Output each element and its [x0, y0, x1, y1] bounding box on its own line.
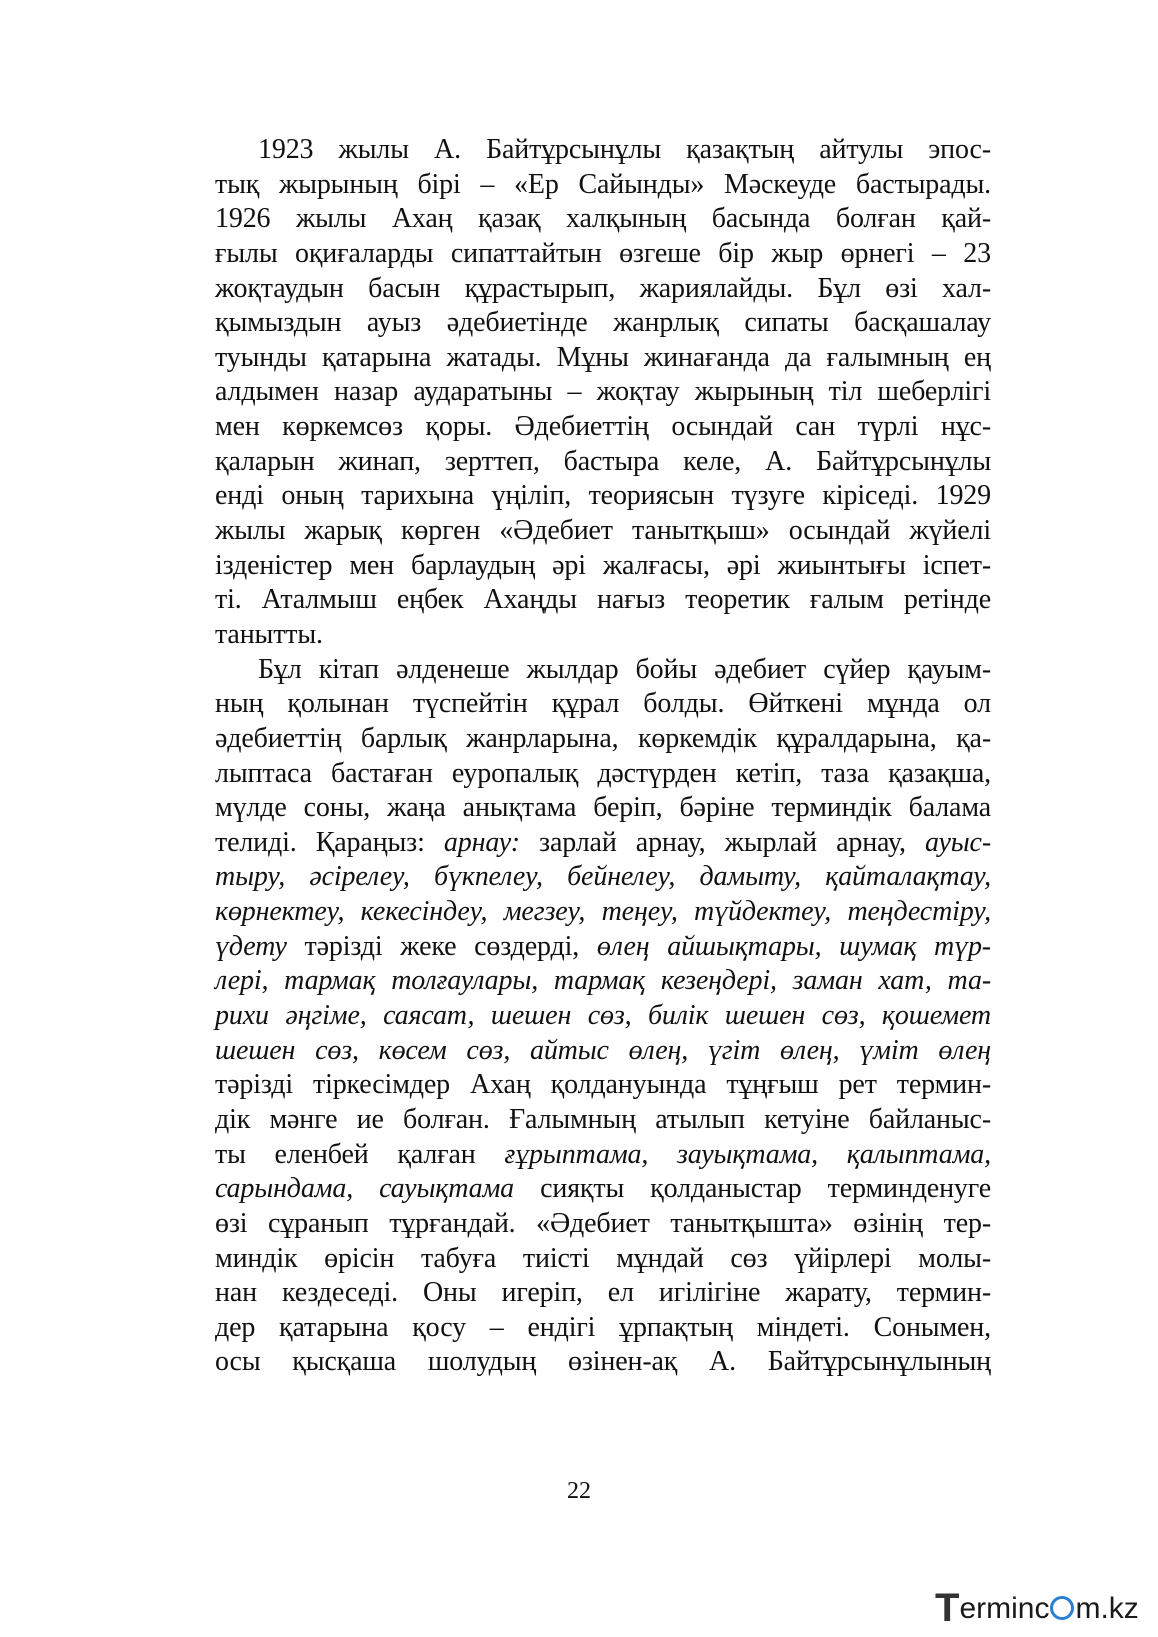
text-line [215, 341, 991, 376]
text-line [215, 514, 991, 549]
text-line [215, 272, 991, 307]
italic-term: көрнектеу, кекесіндеу, мегзеу, теңеу, түйдектеу, теңдестіру, [215, 896, 991, 928]
text-line [215, 168, 991, 203]
text-run: әдебиеттің барлық жанрларына, көркемдік құралдарына, қа- [215, 722, 991, 754]
text-run: лыптаса бастаған еуропалық дәстүрден кетіп, таза қазақша, [215, 757, 991, 789]
site-watermark [935, 1586, 1139, 1630]
text-run: ізденістер мен барлаудың әрі жалғасы, әрі жиынтығы іспет- [215, 549, 991, 581]
italic-term: ғұрыптама, зауықтама, қалыптама, [504, 1138, 991, 1170]
text-run: тық жырының бірі – «Ер Сайынды» Мәскеуде бастырады. [215, 168, 991, 200]
text-line [215, 791, 991, 826]
text-run: тәрізді тіркесімдер Ахаң қолдануында тұңғыш рет термин- [215, 1069, 991, 1101]
italic-term: өлең айшықтары, шумақ түр- [596, 930, 991, 962]
text-run: мүлде соны, жаңа анықтама беріп, бәріне терминдік балама [215, 792, 991, 824]
text-line [215, 826, 991, 861]
text-line [215, 133, 991, 168]
text-run: қаларын жинап, зерттеп, бастыра келе, А. Байтұрсынұлы [215, 445, 991, 477]
italic-term: үдету [215, 930, 287, 962]
text-line [215, 410, 991, 445]
text-line [215, 237, 991, 272]
text-line [215, 479, 991, 514]
text-line [215, 1276, 991, 1311]
text-line [215, 202, 991, 237]
text-line [215, 583, 991, 618]
text-line [215, 1103, 991, 1138]
text-run: қымыздын ауыз әдебиетінде жанрлық сипаты басқашалау [215, 307, 991, 339]
watermark-first-letter: T [935, 1586, 960, 1630]
text-run: зарлай арнау, жырлай арнау, [519, 826, 925, 858]
text-run: танытты. [215, 618, 323, 650]
globe-icon [1050, 1596, 1074, 1620]
text-run: 1926 жылы Ахаң қазақ халқының басында болған қай- [215, 203, 991, 235]
text-run: нан кездеседі. Оны игеріп, ел игілігіне жарату, термин- [215, 1277, 991, 1309]
text-line [215, 445, 991, 480]
text-run: телиді. Қараңыз: [215, 826, 444, 858]
text-line [215, 1068, 991, 1103]
page-number: 22 [567, 1478, 591, 1504]
italic-term: рихи әңгіме, саясат, шешен сөз, билік шешен сөз, қошемет [215, 1000, 991, 1032]
text-line [215, 964, 991, 999]
text-run: ты еленбей қалған [215, 1138, 505, 1170]
watermark-text-part2: m.kz [1075, 1592, 1139, 1625]
text-run: мен көркемсөз қоры. Әдебиеттің осындай сан түрлі нұс- [215, 411, 991, 443]
text-run: осы қысқаша шолудың өзінен-ақ А. Байтұрсынұлының [215, 1346, 991, 1378]
body-text [215, 133, 991, 1380]
text-run: ның қолынан түспейтін құрал болды. Өйткені мұнда ол [215, 688, 991, 720]
text-run: туынды қатарына жатады. Мұны жинағанда да ғалымның ең [215, 341, 991, 373]
text-line [215, 860, 991, 895]
text-run: 1923 жылы А. Байтұрсынұлы қазақтың айтулы эпос- [258, 134, 991, 165]
text-line [215, 1172, 991, 1207]
text-run: Бұл кітап әлденеше жылдар бойы әдебиет сүйер қауым- [258, 653, 991, 685]
text-line [215, 1311, 991, 1346]
text-line [215, 618, 991, 653]
text-run: тәрізді жеке сөздерді, [286, 930, 597, 962]
text-line [215, 1242, 991, 1277]
text-line [215, 687, 991, 722]
text-run: алдымен назар аударатыны – жоқтау жырының тіл шеберлігі [215, 376, 991, 408]
text-line [215, 375, 991, 410]
italic-term: сарындама, сауықтама [215, 1173, 515, 1205]
text-run: ғылы оқиғаларды сипаттайтын өзгеше бір жыр өрнегі – 23 [215, 237, 991, 269]
text-run: өзі сұранып тұрғандай. «Әдебиет танытқышта» өзінің тер- [215, 1207, 991, 1239]
text-line [215, 1034, 991, 1069]
watermark-text-part1: erminc [959, 1592, 1050, 1625]
text-line [215, 306, 991, 341]
italic-term: шешен сөз, көсем сөз, айтыс өлең, үгіт өлең, үміт өлең [215, 1034, 991, 1066]
text-line [215, 549, 991, 584]
text-line [215, 999, 991, 1034]
text-run: енді оның тарихына үңіліп, теориясын түзуге кіріседі. 1929 [215, 480, 991, 512]
italic-term: тыру, әсірелеу, бүкпелеу, бейнелеу, дамыту, қайталақтау, [215, 861, 991, 893]
text-line [215, 930, 991, 965]
text-line [215, 1207, 991, 1242]
text-run: ті. Аталмыш еңбек Ахаңды нағыз теоретик ғалым ретінде [215, 584, 991, 616]
text-run: дік мәнге ие болған. Ғалымның атылып кетуіне байланыс- [215, 1103, 991, 1135]
text-line [215, 722, 991, 757]
text-run: дер қатарына қосу – ендігі ұрпақтың міндеті. Сонымен, [215, 1311, 991, 1343]
text-line [215, 1138, 991, 1173]
text-line [215, 653, 991, 688]
text-line [215, 757, 991, 792]
text-run: жоқтаудын басын құрастырып, жариялайды. Бұл өзі хал- [215, 272, 991, 304]
italic-term: арнау: [443, 826, 520, 858]
text-line [215, 895, 991, 930]
text-run: миндік өрісін табуға тиісті мұндай сөз үйірлері молы- [215, 1242, 991, 1274]
italic-term: лері, тармақ толғаулары, тармақ кезеңдері, заман хат, та- [215, 965, 991, 997]
italic-term: ауыс- [924, 826, 991, 858]
text-run: жылы жарық көрген «Әдебиет танытқыш» осындай жүйелі [215, 515, 991, 547]
text-run: сияқты қолданыстар терминденуге [514, 1173, 991, 1205]
text-line [215, 1345, 991, 1380]
